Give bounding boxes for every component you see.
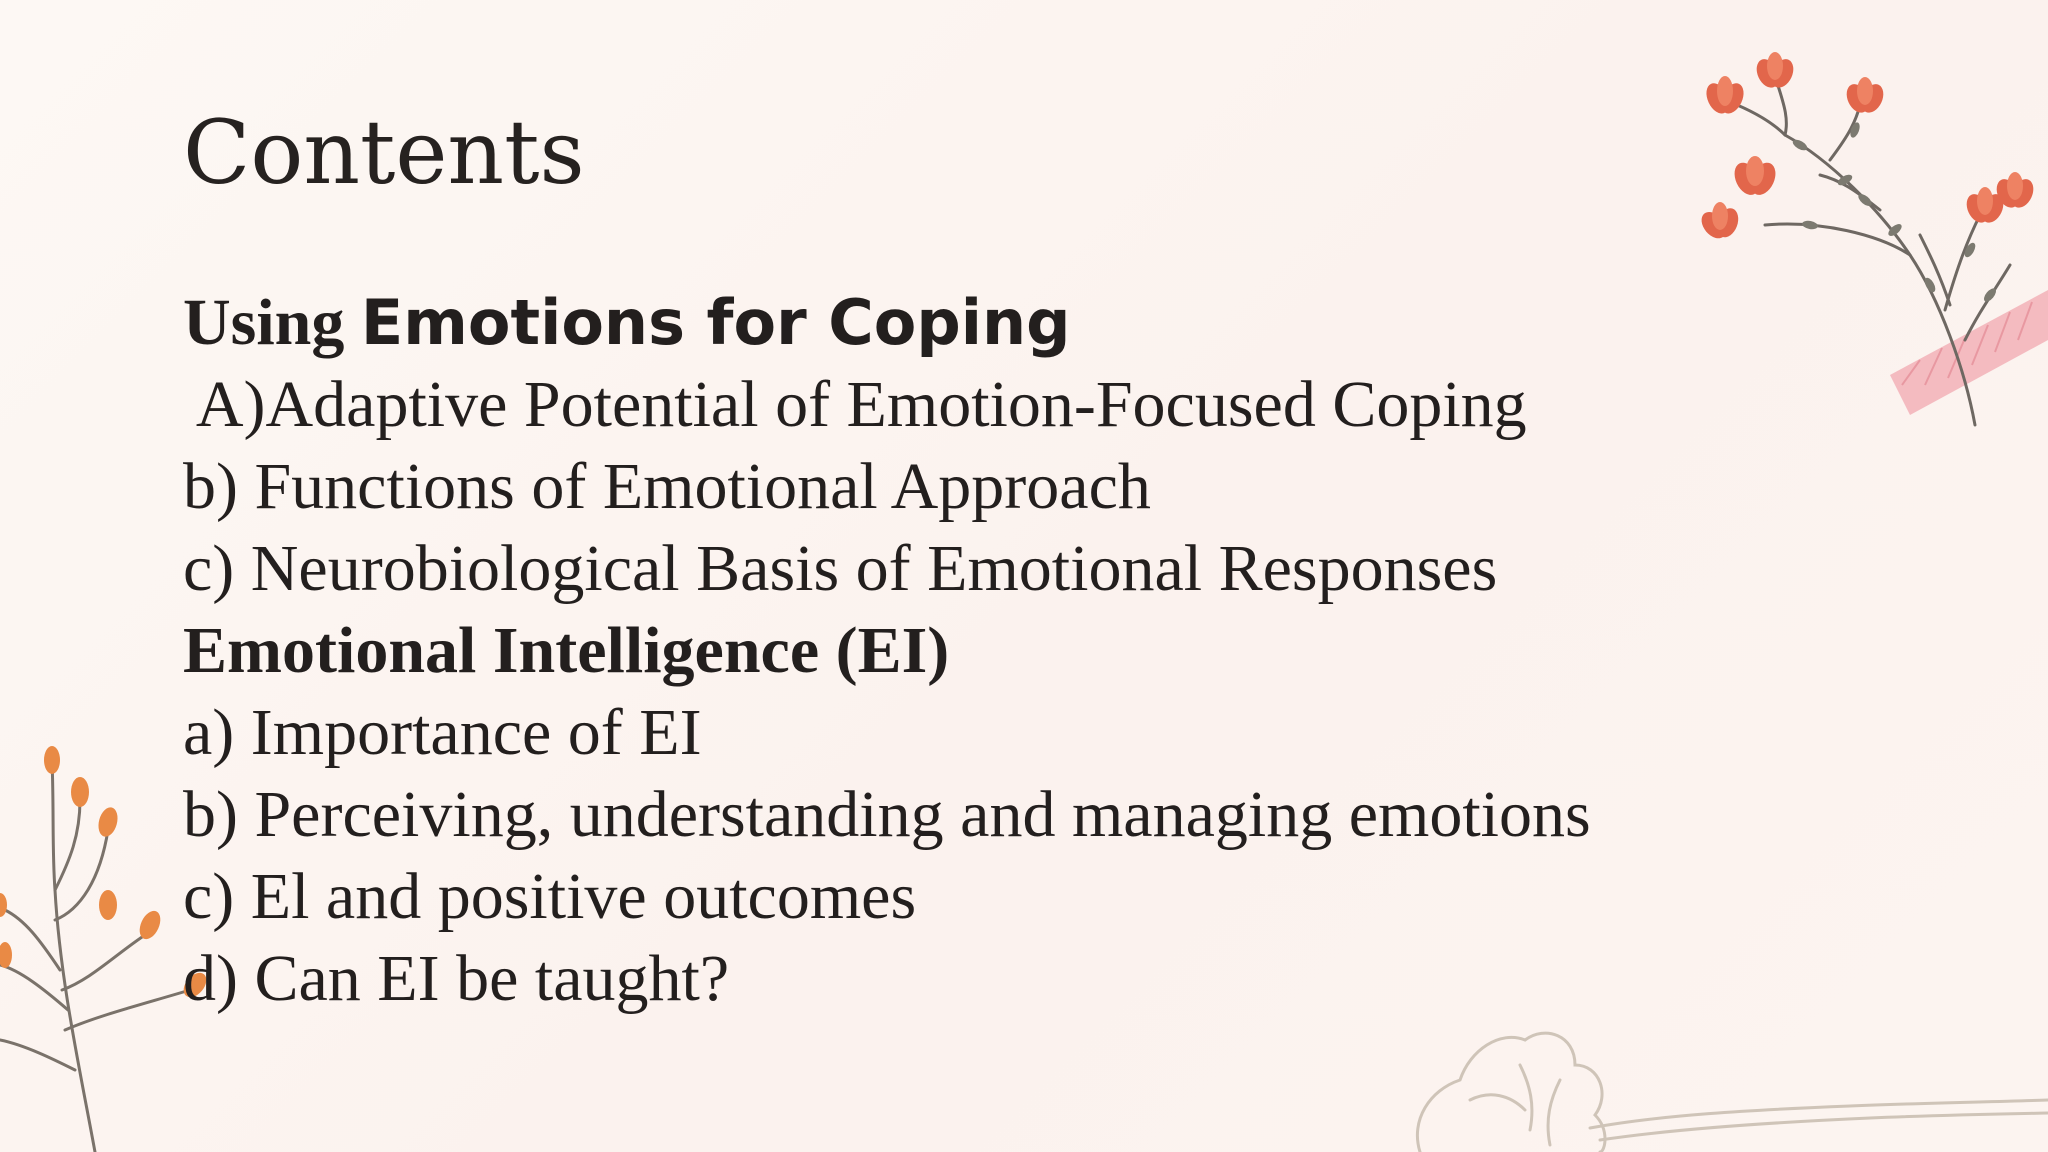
list-item: b) Functions of Emotional Approach xyxy=(183,450,1151,523)
line-flower-icon xyxy=(1400,1010,2048,1152)
section-heading-ei: Emotional Intelligence (EI) xyxy=(183,614,950,687)
section-heading-emphasis: Emotions for Coping xyxy=(360,286,1071,359)
page-title: Contents xyxy=(183,101,585,204)
contents-list xyxy=(183,282,1783,1020)
section-heading-coping xyxy=(183,282,1783,364)
section-heading-prefix: Using xyxy=(183,286,345,359)
list-item: A)Adaptive Potential of Emotion-Focused Coping xyxy=(183,368,1527,441)
list-item: c) El and positive outcomes xyxy=(183,860,917,933)
list-item: a) Importance of EI xyxy=(183,696,702,769)
list-item: c) Neurobiological Basis of Emotional Responses xyxy=(183,532,1498,605)
list-item: d) Can EI be taught? xyxy=(183,942,730,1015)
list-item: b) Perceiving, understanding and managing emotions xyxy=(183,778,1591,851)
